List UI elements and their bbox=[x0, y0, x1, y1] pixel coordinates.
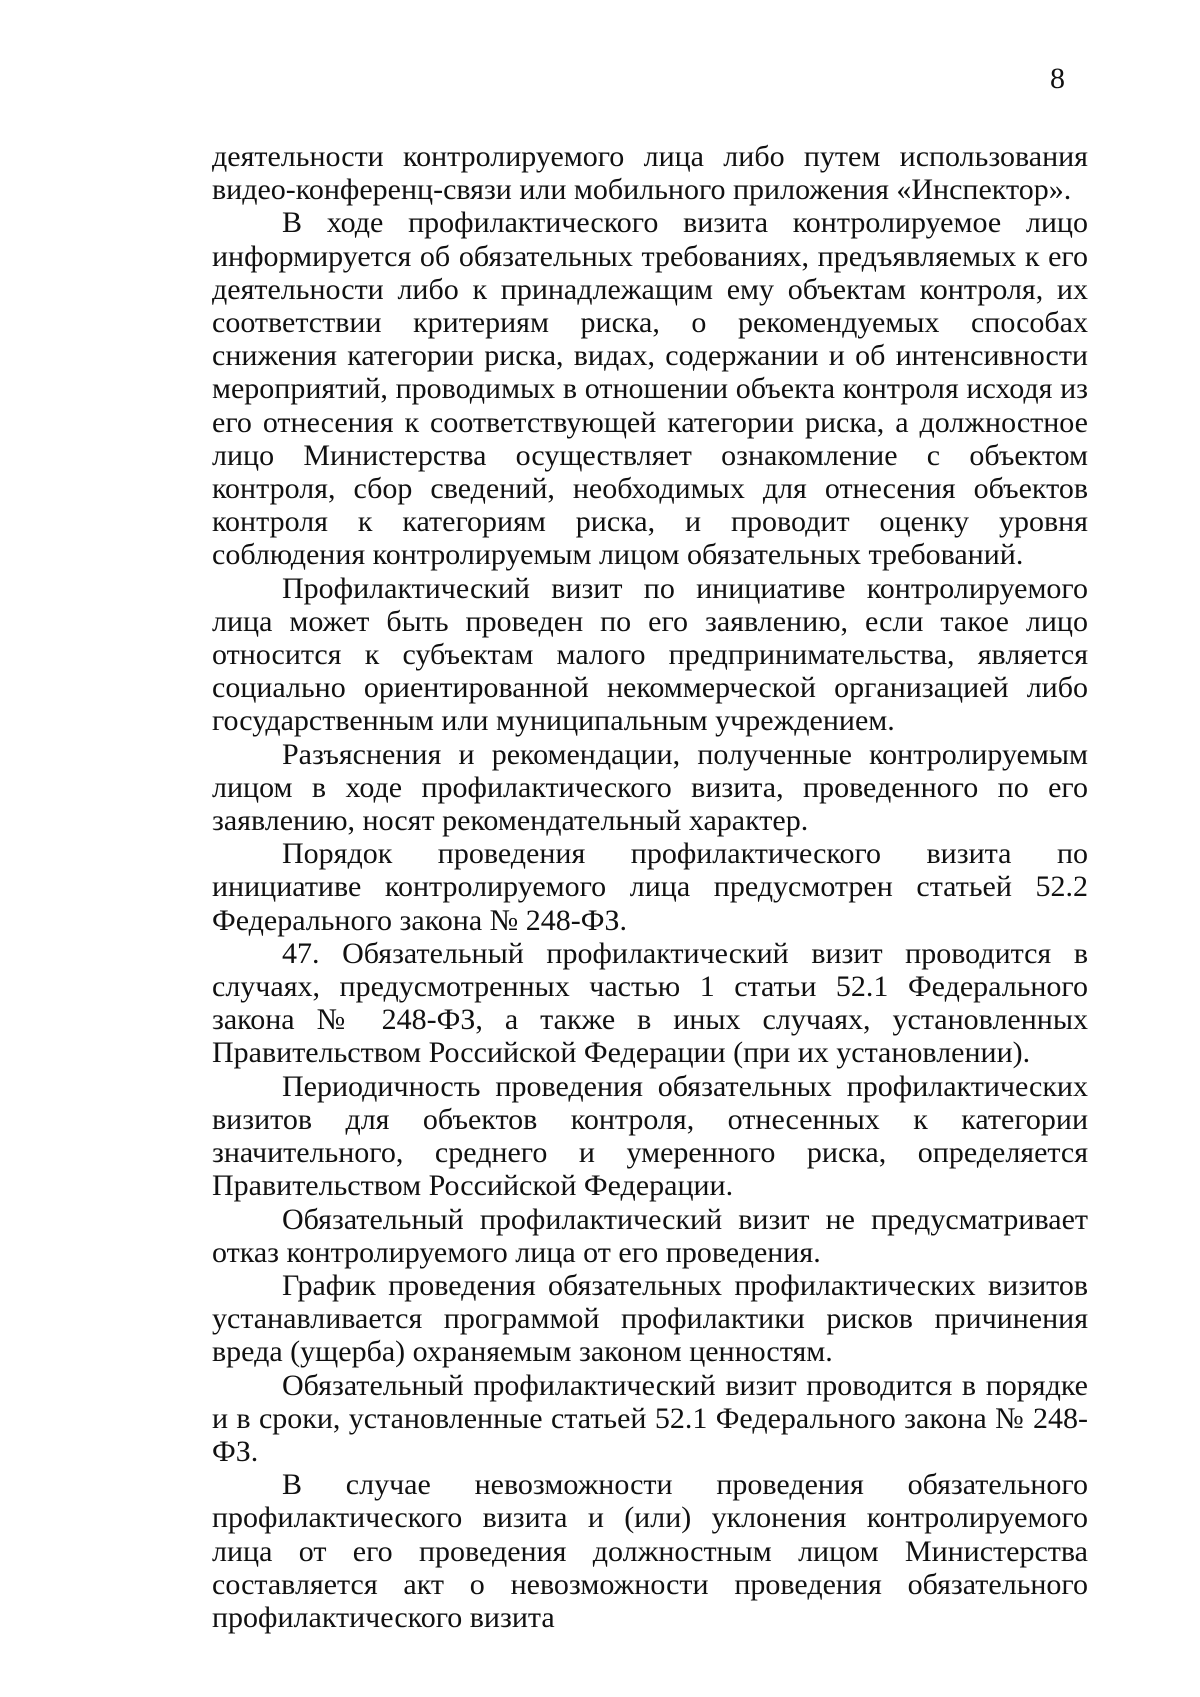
paragraph: Порядок проведения профилактического визита по инициативе контролируемого лица предусмотрен статьей 52.2 Федерального закона № 248-ФЗ. bbox=[212, 837, 1088, 937]
page-number: 8 bbox=[1050, 62, 1065, 95]
paragraph: Разъяснения и рекомендации, полученные контролируемым лицом в ходе профилактического визита, проведенного по его заявлению, носят рекомендательный характер. bbox=[212, 737, 1088, 838]
paragraph: Обязательный профилактический визит не предусматривает отказ контролируемого лица от его проведения. bbox=[212, 1202, 1088, 1269]
paragraph: В случае невозможности проведения обязательного профилактического визита и (или) уклонения контролируемого лица от его проведения должностным лицом Министерства составляется акт о невозможности проведения обязательного профилактического визита bbox=[212, 1468, 1088, 1634]
paragraph: деятельности контролируемого лица либо путем использования видео-конференц-связи или мобильного приложения «Инспектор». bbox=[212, 140, 1088, 207]
paragraph: Обязательный профилактический визит проводится в порядке и в сроки, установленные статьей 52.1 Федерального закона № 248-ФЗ. bbox=[212, 1368, 1088, 1468]
paragraph: График проведения обязательных профилактических визитов устанавливается программой профилактики рисков причинения вреда (ущерба) охраняемым законом ценностям. bbox=[212, 1268, 1088, 1369]
paragraph: Профилактический визит по инициативе контролируемого лица может быть проведен по его заявлению, если такое лицо относится к субъектам малого предпринимательства, является социально ориентированной некоммерческой организацией либо государственным или муниципальным учреждением. bbox=[212, 571, 1088, 738]
paragraph: В ходе профилактического визита контролируемое лицо информируется об обязательных требованиях, предъявляемых к его деятельности либо к принадлежащим ему объектам контроля, их соответствии критериям риска, о рекомендуемых способах снижения категории риска, видах, содержании и об интенсивности мероприятий, проводимых в отношении объекта контроля исходя из его отнесения к соответствующей категории риска, а должностное лицо Министерства осуществляет ознакомление с объектом контроля, сбор сведений, необходимых для отнесения объектов контроля к категориям риска, и проводит оценку уровня соблюдения контролируемым лицом обязательных требований. bbox=[212, 206, 1088, 572]
document-body bbox=[212, 140, 1088, 1634]
paragraph: 47. Обязательный профилактический визит проводится в случаях, предусмотренных частью 1 статьи 52.1 Федерального закона № 248-ФЗ, а также в иных случаях, установленных Правительством Российской Федерации (при их установлении). bbox=[212, 936, 1088, 1070]
paragraph: Периодичность проведения обязательных профилактических визитов для объектов контроля, отнесенных к категории значительного, среднего и умеренного риска, определяется Правительством Российской Федерации. bbox=[212, 1069, 1088, 1203]
